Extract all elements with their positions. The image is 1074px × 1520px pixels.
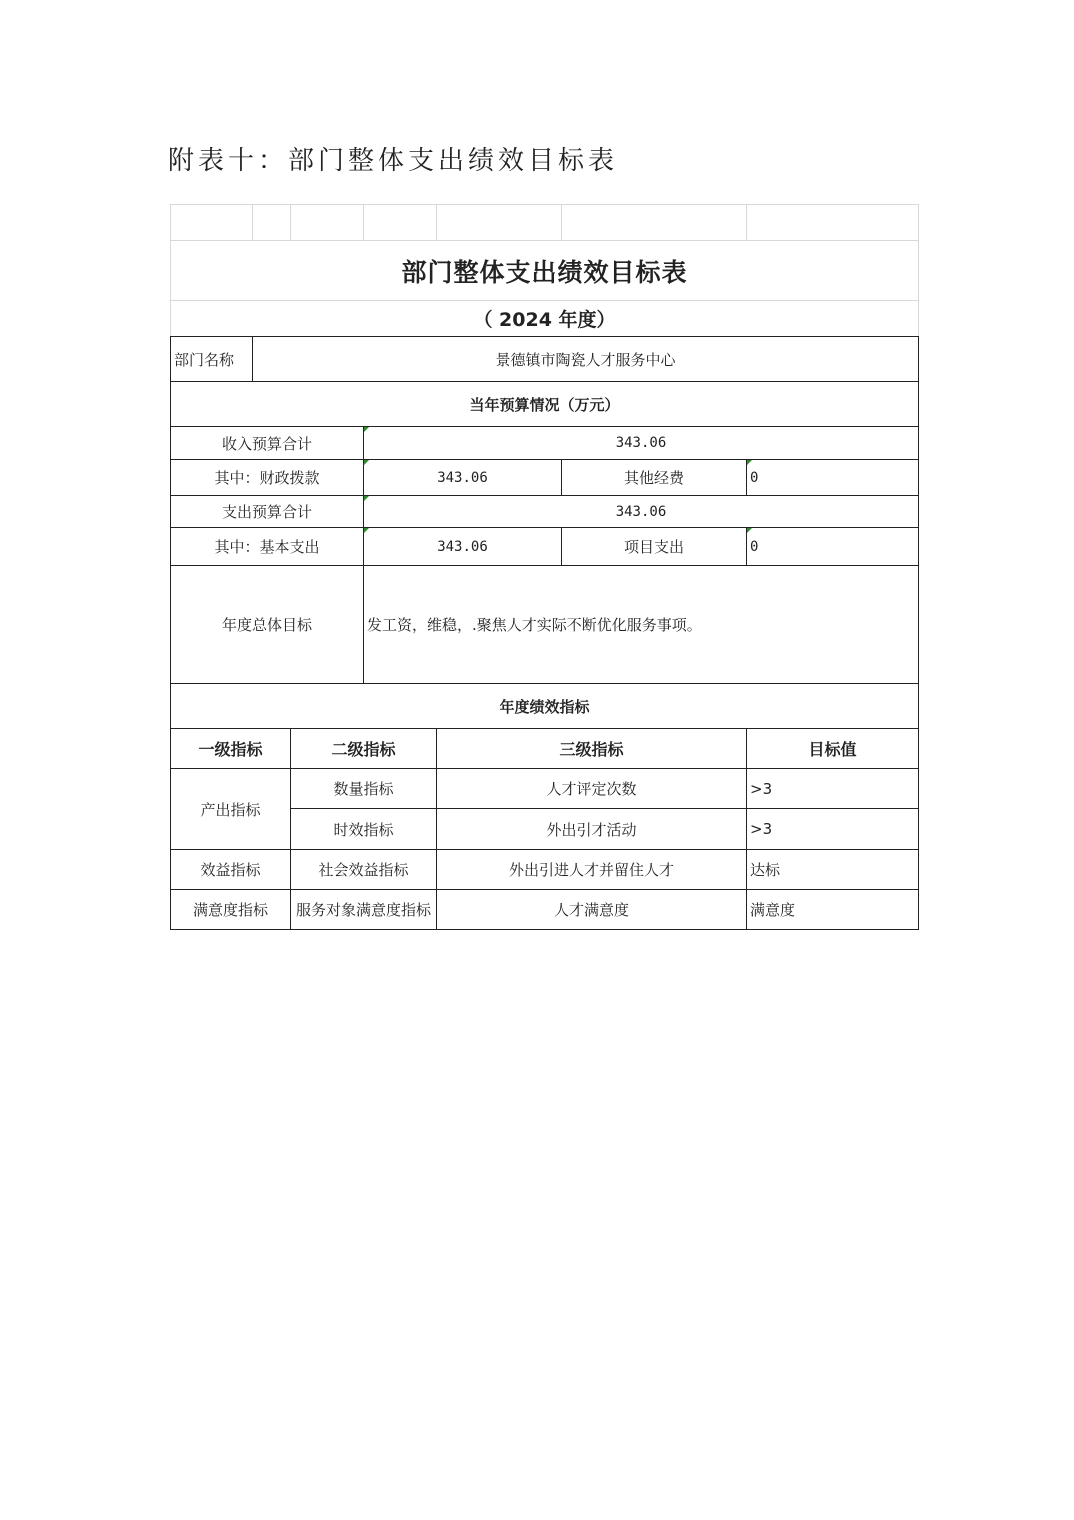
project-label: 项目支出 — [562, 528, 747, 566]
header-target: 目标值 — [747, 729, 919, 769]
basic-row — [171, 528, 919, 566]
empty-cell — [253, 205, 291, 241]
table-title: 部门整体支出绩效目标表 — [171, 241, 919, 301]
empty-cell — [437, 205, 562, 241]
dept-row — [171, 337, 919, 382]
other-value: 0 — [747, 460, 919, 496]
target-cell: >3 — [747, 809, 919, 850]
empty-cell — [171, 205, 253, 241]
level1-cell: 产出指标 — [171, 769, 291, 850]
expense-total-row — [171, 496, 919, 528]
table-row — [171, 890, 919, 930]
empty-cell — [747, 205, 919, 241]
header-level1: 一级指标 — [171, 729, 291, 769]
indicator-section-title: 年度绩效指标 — [171, 684, 919, 729]
income-total-label: 收入预算合计 — [171, 427, 364, 460]
level3-cell: 外出引进人才并留住人才 — [437, 850, 747, 890]
fiscal-row — [171, 460, 919, 496]
annual-goal-value: 发工资，维稳，.聚焦人才实际不断优化服务事项。 — [364, 566, 919, 684]
budget-section-title: 当年预算情况（万元） — [171, 382, 919, 427]
target-cell: 达标 — [747, 850, 919, 890]
expense-total-value: 343.06 — [364, 496, 919, 528]
indicator-header-row — [171, 729, 919, 769]
title-row — [171, 241, 919, 301]
level3-cell: 外出引才活动 — [437, 809, 747, 850]
level3-cell: 人才满意度 — [437, 890, 747, 930]
budget-section-row — [171, 382, 919, 427]
dept-label: 部门名称 — [171, 337, 253, 382]
level2-cell: 社会效益指标 — [291, 850, 437, 890]
document-heading: 附表十：部门整体支出绩效目标表 — [168, 146, 619, 176]
basic-label: 其中：基本支出 — [171, 528, 364, 566]
indicator-section-row — [171, 684, 919, 729]
level2-cell: 服务对象满意度指标 — [291, 890, 437, 930]
target-cell: >3 — [747, 769, 919, 809]
level1-cell: 效益指标 — [171, 850, 291, 890]
empty-grid-row — [171, 205, 919, 241]
fiscal-label: 其中：财政拨款 — [171, 460, 364, 496]
project-value: 0 — [747, 528, 919, 566]
expense-total-label: 支出预算合计 — [171, 496, 364, 528]
header-level3: 三级指标 — [437, 729, 747, 769]
empty-cell — [291, 205, 364, 241]
empty-cell — [364, 205, 437, 241]
basic-value: 343.06 — [364, 528, 562, 566]
level1-cell: 满意度指标 — [171, 890, 291, 930]
income-total-value: 343.06 — [364, 427, 919, 460]
target-cell: 满意度 — [747, 890, 919, 930]
level3-cell: 人才评定次数 — [437, 769, 747, 809]
fiscal-value: 343.06 — [364, 460, 562, 496]
income-total-row — [171, 427, 919, 460]
other-label: 其他经费 — [562, 460, 747, 496]
annual-goal-row — [171, 566, 919, 684]
dept-value: 景德镇市陶瓷人才服务中心 — [253, 337, 919, 382]
level2-cell: 数量指标 — [291, 769, 437, 809]
performance-target-table — [170, 204, 919, 930]
table-row — [171, 769, 919, 809]
header-level2: 二级指标 — [291, 729, 437, 769]
table-row — [171, 850, 919, 890]
level2-cell: 时效指标 — [291, 809, 437, 850]
table-year: （ 2024 年度） — [171, 301, 919, 337]
annual-goal-label: 年度总体目标 — [171, 566, 364, 684]
year-row — [171, 301, 919, 337]
empty-cell — [562, 205, 747, 241]
